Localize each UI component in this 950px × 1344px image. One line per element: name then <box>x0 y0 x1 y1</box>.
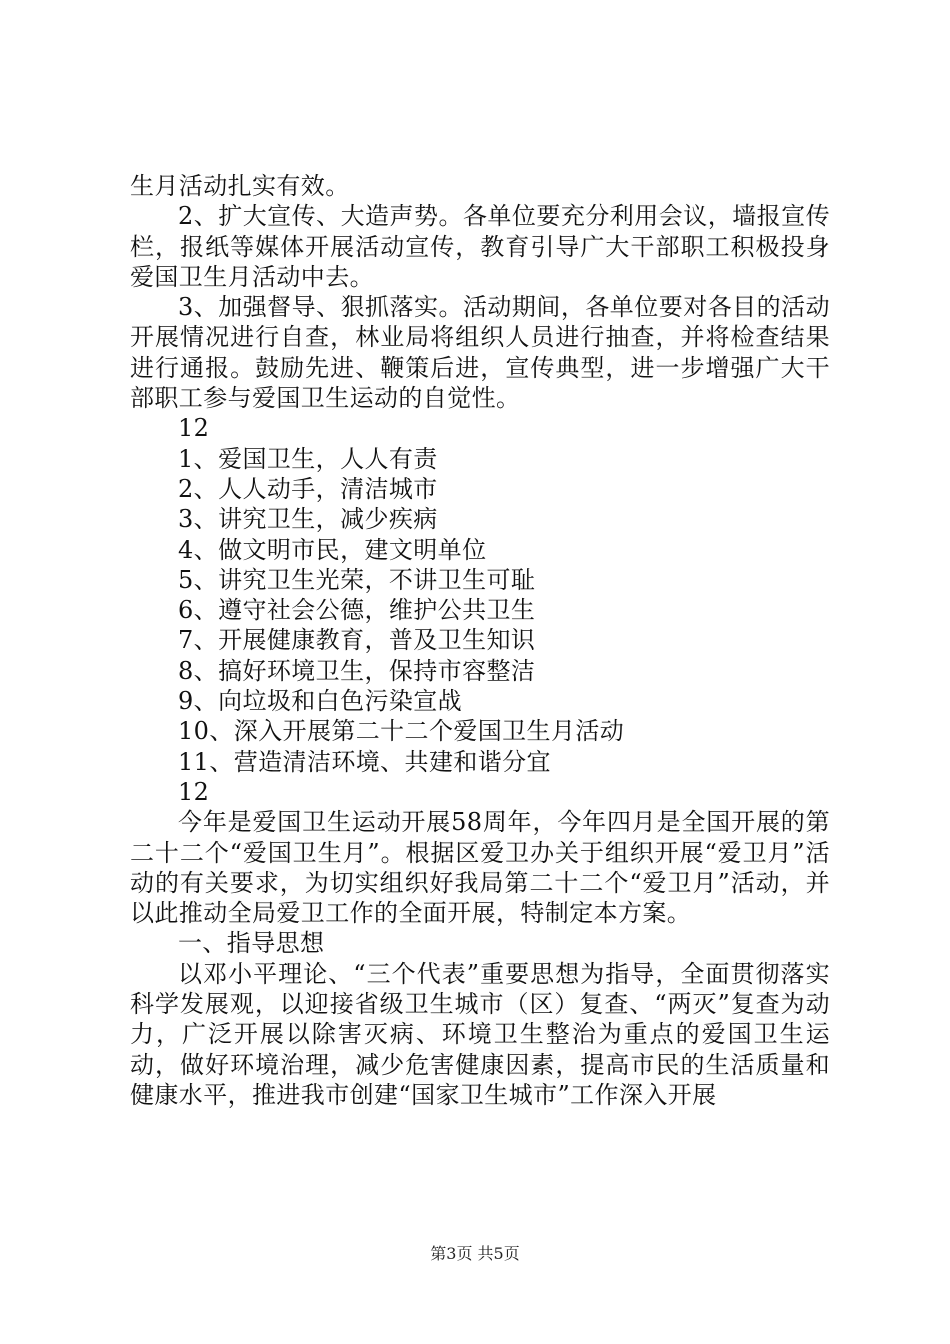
paragraph-guiding-ideology: 以邓小平理论、“三个代表”重要思想为指导，全面贯彻落实科学发展观，以迎接省级卫生城市（区）复查、“两灭”复查为动力，广泛开展以除害灭病、环境卫生整治为重点的爱国卫生运动，做好环境治理，减少危害健康因素，提高市民的生活质量和健康水平，推进我市创建“国家卫生城市”工作深入开展 <box>130 959 830 1109</box>
slogan-item: 11、营造清洁环境、共建和谐分宜 <box>178 747 551 776</box>
document-body <box>130 171 830 1110</box>
slogan-item: 10、深入开展第二十二个爱国卫生月活动 <box>178 717 625 746</box>
page-number-footer: 第3页 共5页 <box>430 1244 520 1263</box>
paragraph-continuation: 生月活动扎实有效。 <box>130 172 350 200</box>
slogan-item: 9、向垃圾和白色污染宣战 <box>178 687 463 716</box>
slogan-item: 1、爱国卫生，人人有责 <box>178 444 438 473</box>
paragraph-introduction: 今年是爱国卫生运动开展58周年，今年四月是全国开展的第二十二个“爱国卫生月”。根据区爱卫办关于组织开展“爱卫月”活动的有关要求，为切实组织好我局第二十二个“爱卫月”活动，并以此推动全局爱卫工作的全面开展，特制定本方案。 <box>130 808 830 928</box>
section-heading: 一、指导思想 <box>178 929 325 958</box>
section-number: 12 <box>178 777 210 806</box>
paragraph-supervision: 3、加强督导、狠抓落实。活动期间，各单位要对各目的活动开展情况进行自查，林业局将组织人员进行抽查，并将检查结果进行通报。鼓励先进、鞭策后进，宣传典型，进一步增强广大干部职工参与爱国卫生运动的自觉性。 <box>130 293 830 413</box>
slogan-item: 3、讲究卫生，减少疾病 <box>178 505 438 534</box>
slogan-item: 8、搞好环境卫生，保持市容整洁 <box>178 656 536 685</box>
slogan-item: 7、开展健康教育，普及卫生知识 <box>178 626 536 655</box>
slogan-item: 4、做文明市民，建文明单位 <box>178 535 487 564</box>
paragraph-publicity: 2、扩大宣传、大造声势。各单位要充分利用会议，墙报宣传栏，报纸等媒体开展活动宣传，教育引导广大干部职工积极投身爱国卫生月活动中去。 <box>130 202 830 291</box>
section-number: 12 <box>178 414 210 443</box>
slogan-item: 5、讲究卫生光荣，不讲卫生可耻 <box>178 565 536 594</box>
slogan-item: 6、遵守社会公德，维护公共卫生 <box>178 596 536 625</box>
slogan-item: 2、人人动手，清洁城市 <box>178 474 438 503</box>
